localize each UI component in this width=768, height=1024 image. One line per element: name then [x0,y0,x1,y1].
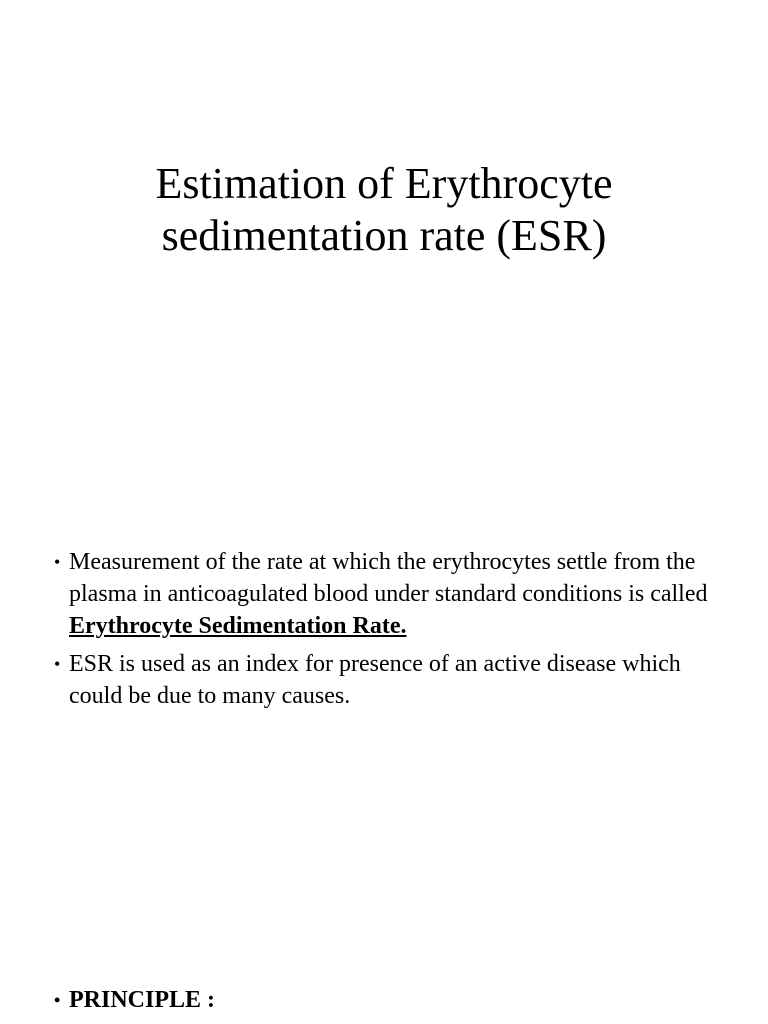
slide-title-line-1: Estimation of Erythrocyte [155,159,613,208]
bullet-text: Measurement of the rate at which the erythrocytes settle from the plasma in anticoagulated blood under standard conditions is called [69,549,708,607]
bullet-text: ESR is used as an index for presence of an active disease which could be due to many causes. [69,651,681,709]
bullet-esr-usage [54,648,734,712]
principle-heading-text: PRINCIPLE : [69,987,216,1013]
bullet-dot-icon: • [54,990,61,1010]
bullet-esr-definition [54,546,734,642]
slide-title [0,158,768,262]
bullet-dot-icon: • [54,552,61,572]
bullet-dot-icon: • [54,654,61,674]
slide-title-line-2: sedimentation rate (ESR) [161,211,607,260]
principle-heading [54,984,215,1016]
defined-term: Erythrocyte Sedimentation Rate. [69,613,407,639]
bullet-list [54,546,734,718]
